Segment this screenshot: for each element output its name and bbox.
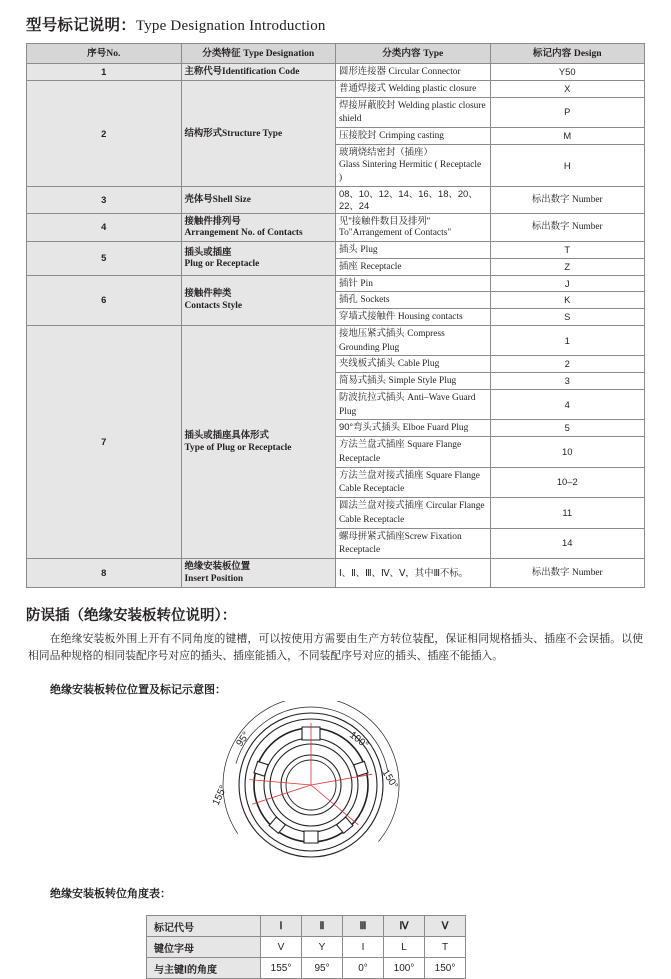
- item-en: Elboe Fuard Plug: [402, 423, 469, 434]
- item-cn: 方法兰盘式插座: [339, 438, 405, 449]
- row-content: [336, 97, 491, 128]
- figure-label: 绝缘安装板转位位置及标记示意图：: [50, 684, 226, 697]
- cell: Ⅴ: [425, 916, 466, 937]
- item-en: Square Flange Cable Receptacle: [339, 470, 480, 495]
- row-content: [336, 258, 491, 275]
- table-row: [147, 937, 466, 958]
- row-design: 4: [490, 389, 645, 420]
- row-design: [490, 559, 645, 588]
- row-design: 1: [490, 325, 645, 356]
- row-content: [336, 187, 491, 214]
- row-content: [336, 213, 491, 242]
- row-content: [336, 242, 491, 259]
- row-design: 2: [490, 356, 645, 373]
- row-content: [336, 559, 491, 588]
- header-design: [490, 44, 645, 64]
- item-en: Simple Style Plug: [388, 376, 457, 386]
- angle-label-150: 150°: [379, 768, 400, 792]
- item-cn: 插头: [339, 243, 358, 254]
- item-cn: 90°弯头式插头: [339, 421, 401, 433]
- row-design: 10: [490, 437, 645, 468]
- cell: I: [343, 937, 384, 958]
- item-cn: 方法兰盘对接式插座: [339, 468, 424, 480]
- item-cn: 插座: [339, 259, 358, 271]
- item-en: To"Arrangement of Contacts": [339, 228, 452, 239]
- row-content: [336, 356, 491, 373]
- row-feature-en: Plug or Receptacle: [184, 259, 260, 270]
- item-cn: 圆法兰盘对接式插座: [339, 499, 424, 510]
- section-heading: 防误插（绝缘安装板转位说明）：: [26, 607, 237, 624]
- row-header: 标记代号: [147, 916, 261, 937]
- cell: Ⅲ: [343, 916, 384, 937]
- item-en: Housing contacts: [397, 312, 463, 322]
- row-content: [336, 373, 491, 390]
- item-en: Sockets: [360, 295, 390, 306]
- header-content: [336, 44, 491, 64]
- row-feature-cn: 插头或插座具体形式: [184, 429, 269, 441]
- row-design: 5: [490, 420, 645, 437]
- connector-drawing-svg: [26, 701, 645, 869]
- design-cn: 标出数字: [531, 565, 570, 577]
- row-feature-en: Shell Size: [212, 194, 251, 205]
- cell: Y: [302, 937, 343, 958]
- row-content: [336, 128, 491, 145]
- row-header: 键位字母: [147, 937, 261, 958]
- cell: T: [425, 937, 466, 958]
- row-content: [336, 420, 491, 437]
- header-content-cn: 分类内容: [382, 47, 421, 59]
- row-content: [336, 467, 491, 498]
- section-paragraph: 在绝缘安装板外围上开有不同角度的键槽，可以按使用方需要由生产方转位装配，保证相同规格插头、插座不会误插。以使相同品种规格的相同装配序号对应的插头、插座能插入，不同装配序号对应的插头、插座不能插入。: [28, 632, 643, 662]
- cell: 100°: [384, 958, 425, 979]
- row-feature-cn: 插头或插座: [184, 245, 232, 257]
- item-en: Circular Connector: [388, 67, 461, 77]
- insert-position-angle-table: [146, 915, 466, 979]
- table-label: 绝缘安装板转位角度表：: [50, 888, 171, 901]
- row-header: 与主键Ⅰ的角度: [147, 958, 261, 979]
- item-en: Plug: [360, 245, 378, 255]
- row-feature: [181, 80, 336, 186]
- row-feature-en: Identification Code: [222, 67, 300, 77]
- item-cn: 接地压紧式插头: [339, 326, 405, 338]
- item-cn: 焊接屏蔽胶封: [339, 98, 396, 110]
- item-cn: 夹线板式插头: [339, 357, 396, 369]
- row-content: [336, 389, 491, 420]
- row-content: [336, 437, 491, 468]
- row-no: 4: [27, 213, 182, 242]
- row-feature-cn: 接触件排列号: [184, 214, 241, 226]
- table-row: [27, 275, 645, 292]
- design-cn: 标出数字: [531, 220, 570, 232]
- item-cn: 防波抗拉式插头: [339, 390, 405, 402]
- design-cn: 标出数字: [531, 192, 570, 204]
- item-en: Cable Plug: [397, 359, 440, 370]
- item-en: Circular Flange Cable Receptacle: [339, 501, 485, 525]
- item-en: Screw Fixation Receptacle: [339, 531, 462, 556]
- table-row: [27, 242, 645, 259]
- header-no-en: No.: [106, 47, 121, 59]
- row-content: [336, 80, 491, 97]
- row-design: T: [490, 242, 645, 259]
- table-row: [27, 559, 645, 588]
- item-en: Pin: [360, 278, 373, 289]
- item-cn: 插针: [339, 276, 358, 288]
- cell: V: [261, 937, 302, 958]
- item-cn: 玻璃烧结密封（插座）: [339, 145, 433, 157]
- row-design: K: [490, 292, 645, 309]
- cell: 155°: [261, 958, 302, 979]
- row-feature-cn: 壳体号: [184, 192, 213, 204]
- table-row: [27, 213, 645, 242]
- row-feature-cn: 结构形式: [184, 126, 223, 138]
- design-en: Number: [571, 222, 603, 233]
- row-content: [336, 292, 491, 309]
- row-feature: [181, 242, 336, 276]
- header-content-en: Type: [423, 47, 444, 59]
- row-no: 6: [27, 275, 182, 325]
- row-no: 8: [27, 559, 182, 588]
- row-content: [336, 309, 491, 326]
- header-no: [27, 44, 182, 64]
- item-cn: 螺母拼紧式插座: [339, 529, 405, 541]
- header-design-en: Design: [573, 47, 602, 59]
- header-design-cn: 标记内容: [532, 47, 572, 59]
- header-no-cn: 序号: [87, 47, 107, 59]
- item-cn: 普通焊接式: [339, 81, 386, 93]
- item-en: Welding plastic closure: [388, 83, 477, 94]
- item-en: Compress Grounding Plug: [339, 328, 445, 353]
- row-feature: [181, 559, 336, 588]
- row-feature: [181, 325, 336, 558]
- row-design: 14: [490, 528, 645, 559]
- design-en: Number: [571, 194, 603, 205]
- item-en: Anti–Wave Guard Plug: [339, 392, 476, 417]
- header-feature-cn: 分类特征: [202, 47, 241, 59]
- item-cn: 08、10、12、14、16、18、20、22、24: [339, 188, 478, 211]
- table-row: [147, 916, 466, 937]
- design-en: Number: [571, 567, 603, 578]
- row-design: X: [490, 80, 645, 97]
- page-title-en: Type Designation Introduction: [135, 18, 326, 34]
- row-content: [336, 144, 491, 186]
- row-design: Y50: [490, 64, 645, 81]
- row-feature-en: Structure Type: [222, 128, 283, 139]
- cell: 0°: [343, 958, 384, 979]
- item-en: Glass Sintering Hermitic ( Receptacle ): [339, 159, 482, 184]
- item-cn: 简易式插头: [339, 374, 386, 385]
- row-content: [336, 498, 491, 529]
- item-cn: 见"接触件数目及排列": [339, 214, 431, 226]
- row-feature: [181, 275, 336, 325]
- row-no: 1: [27, 64, 182, 81]
- row-feature-cn: 接触件种类: [184, 287, 232, 299]
- row-design: [490, 213, 645, 242]
- insert-position-diagram: [26, 701, 645, 869]
- row-design: M: [490, 128, 645, 145]
- table-row: [27, 64, 645, 81]
- cell: Ⅰ: [261, 916, 302, 937]
- row-feature-en: Arrangement No. of Contacts: [184, 228, 303, 239]
- row-feature-en: Insert Position: [184, 573, 244, 584]
- table-row: [27, 80, 645, 97]
- table-header-row: [27, 44, 645, 64]
- table-row: [27, 187, 645, 214]
- table-row: [27, 325, 645, 356]
- row-content: [336, 528, 491, 559]
- item-cn: 圆形连接器: [339, 65, 386, 76]
- item-cn: 压接胶封: [339, 129, 377, 140]
- type-designation-table: [26, 43, 645, 588]
- row-design: Z: [490, 258, 645, 275]
- cell: Ⅱ: [302, 916, 343, 937]
- row-feature-cn: 绝缘安装板位置: [184, 560, 251, 571]
- cell: 95°: [302, 958, 343, 979]
- row-design: H: [490, 144, 645, 186]
- row-design: S: [490, 309, 645, 326]
- row-content: [336, 64, 491, 81]
- row-design: 10–2: [490, 467, 645, 498]
- table-row: [147, 958, 466, 979]
- cell: 150°: [425, 958, 466, 979]
- angle-label-155: 155°: [210, 784, 230, 808]
- item-en: Receptacle: [360, 261, 402, 272]
- row-design: P: [490, 97, 645, 128]
- row-no: 2: [27, 80, 182, 186]
- item-cn: 穿墙式接触件: [339, 310, 396, 321]
- row-design: [490, 187, 645, 214]
- row-feature: [181, 213, 336, 242]
- row-feature-en: Contacts Style: [184, 301, 243, 312]
- row-no: 7: [27, 325, 182, 558]
- item-cn: Ⅰ、Ⅱ、Ⅲ、Ⅳ、Ⅴ，其中Ⅲ不标。: [339, 566, 469, 578]
- row-content: [336, 275, 491, 292]
- page-title-cn: 型号标记说明：: [26, 17, 136, 34]
- row-feature-cn: 主称代号: [184, 65, 223, 76]
- row-design: 3: [490, 373, 645, 390]
- header-feature: [181, 44, 336, 64]
- row-no: 5: [27, 242, 182, 276]
- item-en: Square Flange Receptacle: [339, 440, 462, 464]
- cell: Ⅳ: [384, 916, 425, 937]
- row-no: 3: [27, 187, 182, 214]
- row-design: 11: [490, 498, 645, 529]
- row-feature: [181, 187, 336, 214]
- item-en: Welding plastic closure shield: [339, 100, 486, 125]
- row-feature: [181, 64, 336, 81]
- row-design: J: [490, 275, 645, 292]
- item-cn: 插孔: [339, 293, 358, 305]
- cell: L: [384, 937, 425, 958]
- page-title: [26, 0, 645, 43]
- row-feature-en: Type of Plug or Receptacle: [184, 442, 292, 453]
- row-content: [336, 325, 491, 356]
- header-feature-en: Type Designation: [243, 47, 315, 59]
- item-en: Crimping casting: [379, 131, 444, 141]
- angle-label-95: 95°: [234, 730, 253, 750]
- angle-label-100: 100°: [347, 730, 371, 752]
